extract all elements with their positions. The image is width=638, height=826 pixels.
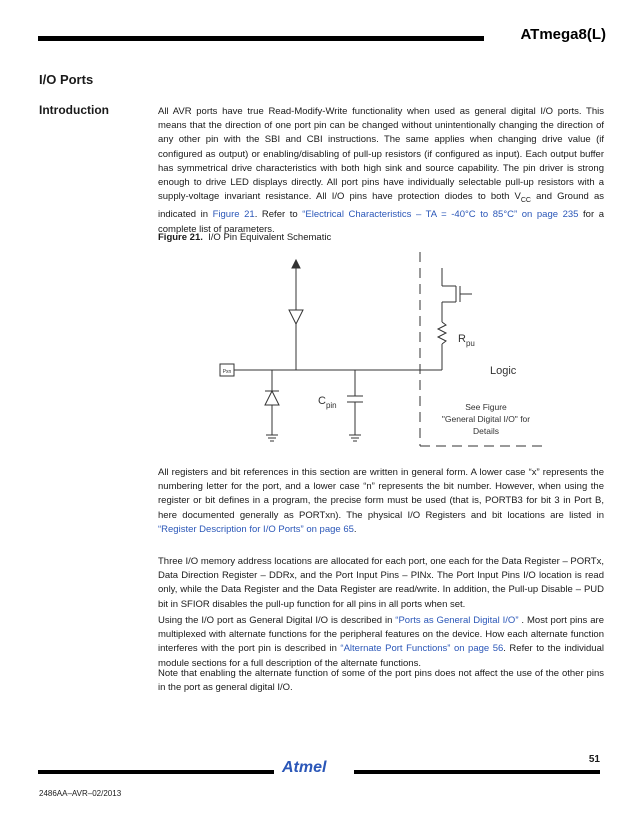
figure-caption: Figure 21. I/O Pin Equivalent Schematic	[158, 232, 332, 243]
see-figure-line2: "General Digital I/O" for	[441, 414, 531, 424]
pin-label: Pxn	[222, 369, 232, 375]
registers-paragraph: All registers and bit references in this section are written in general form. A lower case “x” represents the numbering letter for the port, and a lower case “n” represents the bit number. However, when using the register or bit defines in a program, the precise form must be used (that is, PORTB3 for bit 3 in Port B, here documented generally as PORTxn). The physical I/O Registers and bit locations are listed in “Register Description for I/O Ports” on page 65.	[158, 467, 604, 535]
document-number: 2486AA–AVR–02/2013	[39, 789, 122, 798]
ports-general-digital-io-link[interactable]: “Ports as General Digital I/O”	[395, 615, 519, 626]
page-number: 51	[588, 754, 600, 765]
alternate-port-functions-link[interactable]: “Alternate Port Functions” on page 56	[340, 643, 504, 655]
header-rule	[38, 36, 484, 41]
io-pin-schematic	[150, 248, 550, 458]
see-figure-line3: Details	[473, 426, 499, 436]
electrical-characteristics-link[interactable]: “Electrical Characteristics – TA = -40°C to 85°C” on page 235	[302, 209, 579, 221]
register-description-link[interactable]: “Register Description for I/O Ports” on page 65	[158, 523, 354, 535]
rpu-label: $R_{pu}$	[458, 333, 475, 348]
memory-locations-paragraph: Three I/O memory address locations are allocated for each port, one each for the Data Register – PORTx, Data Direction Register – DDRx, and the Port Input Pins – PINx. The Port Input Pins I/O location is read only, while the Data Register and the Data Register are read/write. In addition, the Pull-up Disable – PUD bit in SFIOR disables the pull-up function for all pins in all ports when set.	[158, 556, 604, 610]
footer-rule-left	[38, 770, 274, 774]
general-digital-io-paragraph: Using the I/O port as General Digital I/O is described in “Ports as General Digital I/O” . Most port pins are multiplexed with alternate functions for the peripheral features on the device. How each alternate function interferes with the port pin is described in “Alternate Port Functions” on page 56. Refer to the individual module sections for a full description of the alternate functions.	[158, 615, 604, 669]
document-title: ATmega8(L)	[520, 26, 606, 43]
footer-rule-right	[354, 770, 600, 774]
logic-label: Logic	[490, 365, 517, 377]
alternate-function-note: Note that enabling the alternate function of some of the port pins does not affect the use of the other pins in the port as general digital I/O.	[158, 668, 604, 694]
intro-paragraph: All AVR ports have true Read-Modify-Write functionality when used as general digital I/O ports. This means that the direction of one port pin can be changed without unintentionally changing the direction of any other pin with the SBI and CBI instructions. The same applies when changing drive value (if configured as output) or enabling/disabling of pull-up resistors (if configured as input). Each output buffer has symmetrical drive characteristics with both high sink and source capability. The pin driver is strong enough to drive LED displays directly. All port pins have individually selectable pull-up resistors with a supply-voltage invariant resistance. All I/O pins have protection diodes to both $V_{CC}$ and Ground as indicated in Figure 21. Refer to “Electrical Characteristics – TA = -40°C to 85°C” on page 235 for a complete list of parameters.	[158, 106, 604, 235]
see-figure-line1: See Figure	[465, 402, 507, 412]
cpin-label: $C_{pin}$	[318, 395, 337, 410]
subsection-title: Introduction	[39, 103, 109, 117]
atmel-logo: Atmel	[282, 759, 327, 776]
section-title: I/O Ports	[39, 72, 94, 87]
figure-21-link[interactable]: Figure 21	[212, 209, 255, 221]
